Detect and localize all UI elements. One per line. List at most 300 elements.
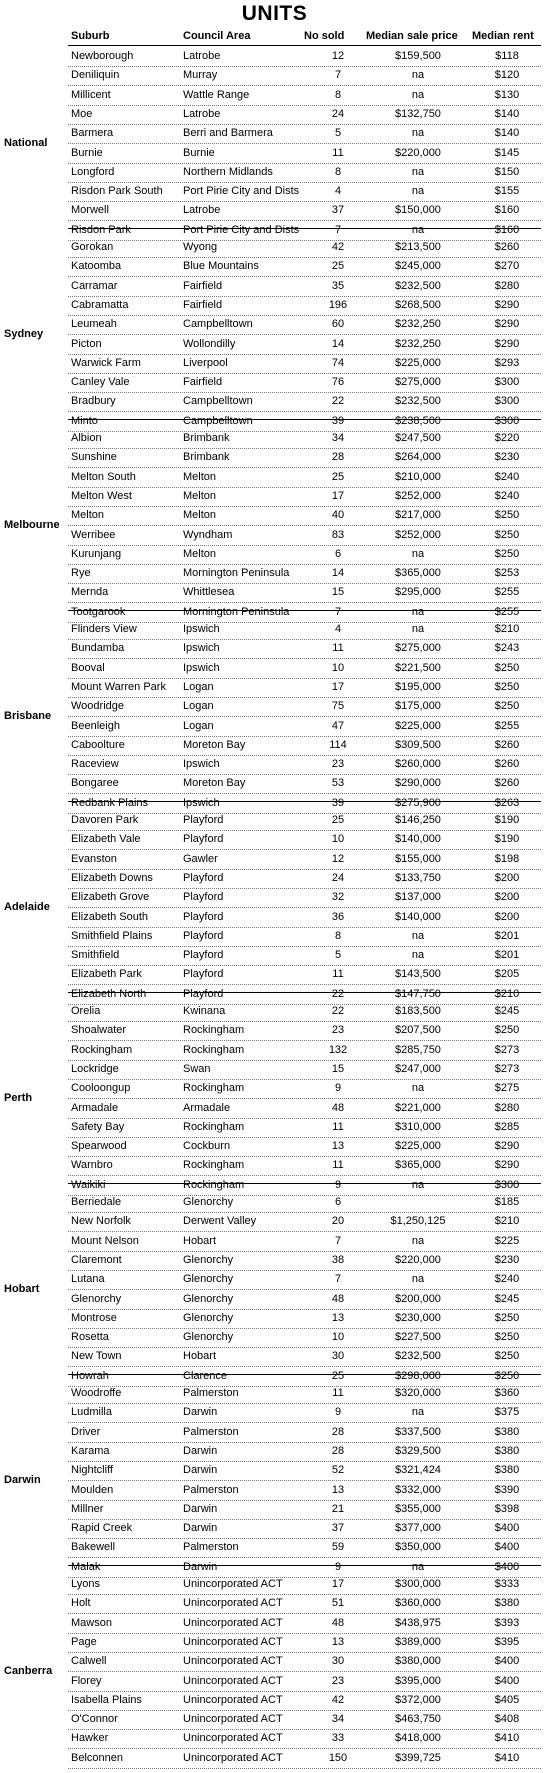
median-sale-price-cell: na (411, 1560, 425, 1573)
median-rent-cell: $140 (494, 107, 520, 120)
suburb-cell: Mawson (71, 1616, 112, 1629)
median-rent-cell: $250 (494, 1369, 520, 1382)
suburb-cell: Glenorchy (71, 1292, 122, 1305)
table-row (68, 429, 541, 449)
median-rent-cell: $250 (494, 700, 520, 713)
group-divider (68, 1565, 541, 1566)
suburb-cell: Bradbury (71, 395, 116, 408)
median-rent-cell: $393 (494, 1616, 520, 1629)
median-sale-price-cell: $264,000 (395, 451, 441, 464)
header-no-sold: No sold (304, 30, 345, 42)
median-sale-price-cell: na (411, 69, 425, 82)
no-sold-cell: 13 (331, 1483, 345, 1496)
suburb-cell: Elizabeth Vale (71, 833, 141, 846)
no-sold-cell: 11 (332, 968, 344, 981)
suburb-cell: Belconnen (71, 1751, 123, 1764)
no-sold-cell: 7 (334, 1273, 342, 1286)
council-area-cell: Playford (183, 929, 224, 942)
median-rent-cell: $210 (494, 1215, 520, 1228)
council-area-cell: Palmerston (183, 1387, 239, 1399)
no-sold-cell: 4 (334, 623, 342, 635)
suburb-cell: Caboolture (71, 738, 125, 751)
no-sold-cell: 76 (331, 376, 345, 389)
median-sale-price-cell: $418,000 (395, 1732, 441, 1745)
median-rent-cell: $240 (494, 470, 520, 483)
suburb-cell: Moe (71, 107, 93, 120)
council-area-cell: Darwin (183, 1560, 218, 1573)
median-rent-cell: $250 (494, 661, 520, 674)
table-row (68, 144, 541, 164)
median-sale-price-cell: $147,750 (395, 987, 441, 1000)
council-area-cell: Unincorporated ACT (183, 1578, 283, 1590)
median-sale-price-cell: na (411, 1406, 425, 1419)
header-council-area: Council Area (183, 30, 251, 42)
table-row (68, 1461, 541, 1481)
council-area-cell: Whittlesea (183, 586, 235, 599)
table-row (68, 86, 541, 106)
council-area-cell: Rockingham (183, 1178, 245, 1191)
median-rent-cell: $155 (494, 185, 520, 198)
council-area-cell: Unincorporated ACT (183, 1674, 283, 1687)
council-area-cell: Playford (183, 833, 224, 846)
no-sold-cell: 14 (331, 337, 345, 350)
suburb-cell: O'Connor (71, 1713, 118, 1726)
no-sold-cell: 40 (331, 509, 345, 522)
median-sale-price-cell: $225,000 (395, 719, 441, 732)
council-area-cell: Melton (183, 470, 217, 483)
median-rent-cell: $240 (494, 1273, 520, 1286)
median-rent-cell: $405 (494, 1693, 520, 1706)
median-rent-cell: $333 (494, 1578, 520, 1590)
group-divider (68, 228, 541, 229)
median-rent-cell: $130 (494, 88, 520, 101)
median-rent-cell: $243 (494, 642, 520, 655)
table-row (68, 869, 541, 889)
table-row (68, 1118, 541, 1138)
region-label: National (4, 136, 48, 149)
no-sold-cell: 14 (331, 567, 345, 580)
suburb-cell: Flinders View (71, 623, 137, 635)
council-area-cell: Kwinana (183, 1005, 226, 1017)
council-area-cell: Derwent Valley (183, 1215, 257, 1228)
no-sold-cell: 83 (331, 528, 345, 541)
median-sale-price-cell: $337,500 (395, 1425, 441, 1438)
table-row (68, 717, 541, 737)
table-row (68, 830, 541, 850)
median-sale-price-cell: $238,500 (395, 414, 441, 427)
median-sale-price-cell: $321,424 (395, 1464, 441, 1477)
no-sold-cell: 23 (331, 1024, 345, 1037)
median-sale-price-cell: na (411, 1234, 425, 1247)
median-rent-cell: $230 (494, 1253, 520, 1266)
no-sold-cell: 23 (331, 758, 345, 771)
council-area-cell: Unincorporated ACT (183, 1693, 283, 1706)
no-sold-cell: 114 (329, 738, 347, 751)
median-sale-price-cell: $268,500 (395, 298, 441, 311)
table-row (68, 1710, 541, 1730)
suburb-cell: Leumeah (71, 318, 117, 331)
median-rent-cell: $190 (494, 833, 520, 846)
suburb-cell: Morwell (71, 204, 109, 217)
group-divider (68, 610, 541, 611)
council-area-cell: Berri and Barmera (183, 127, 273, 140)
council-area-cell: Glenorchy (183, 1273, 234, 1286)
header-divider (68, 45, 541, 46)
table-row (68, 257, 541, 277)
median-sale-price-cell: $232,250 (395, 318, 441, 331)
table-row (68, 105, 541, 125)
median-sale-price-cell: na (411, 1082, 425, 1095)
median-sale-price-cell: $220,000 (395, 146, 441, 159)
no-sold-cell: 132 (328, 1043, 348, 1056)
table-row (68, 335, 541, 355)
council-area-cell: Unincorporated ACT (183, 1713, 283, 1726)
median-rent-cell: $250 (494, 1311, 520, 1324)
no-sold-cell: 6 (334, 1196, 342, 1208)
median-sale-price-cell: na (411, 623, 425, 635)
median-sale-price-cell: $140,000 (395, 910, 441, 923)
region-label: Perth (4, 1091, 33, 1104)
suburb-cell: Holt (71, 1597, 91, 1610)
table-row (68, 755, 541, 775)
suburb-cell: Rosetta (71, 1331, 109, 1344)
no-sold-cell: 5 (334, 127, 342, 140)
no-sold-cell: 7 (334, 1234, 342, 1247)
council-area-cell: Rockingham (183, 1120, 245, 1133)
median-rent-cell: $260 (494, 241, 520, 253)
no-sold-cell: 35 (331, 279, 345, 292)
council-area-cell: Fairfield (183, 376, 223, 389)
table-row (68, 564, 541, 584)
council-area-cell: Glenorchy (183, 1292, 234, 1305)
suburb-cell: Montrose (71, 1311, 117, 1324)
median-rent-cell: $210 (494, 623, 520, 635)
no-sold-cell: 25 (331, 470, 345, 483)
council-area-cell: Latrobe (183, 50, 221, 62)
council-area-cell: Brimbank (183, 451, 230, 464)
suburb-cell: Lutana (71, 1273, 105, 1286)
median-rent-cell: $273 (494, 1062, 520, 1075)
suburb-cell: Barmera (71, 127, 114, 140)
median-rent-cell: $245 (494, 1005, 520, 1017)
suburb-cell: Bundamba (71, 642, 125, 655)
median-sale-price-cell: na (411, 165, 425, 178)
median-rent-cell: $185 (494, 1196, 520, 1208)
suburb-cell: Rockingham (71, 1043, 133, 1056)
council-area-cell: Unincorporated ACT (183, 1732, 283, 1745)
council-area-cell: Ipswich (183, 661, 220, 674)
suburb-cell: Armadale (71, 1101, 119, 1114)
table-row (68, 373, 541, 393)
median-sale-price-cell: $230,000 (395, 1311, 441, 1324)
table-row (68, 66, 541, 86)
no-sold-cell: 196 (328, 298, 348, 311)
table-row (68, 468, 541, 488)
no-sold-cell: 12 (331, 852, 345, 865)
council-area-cell: Ipswich (183, 642, 220, 655)
table-row (68, 1193, 541, 1213)
council-area-cell: Murray (183, 69, 218, 82)
no-sold-cell: 13 (331, 1311, 345, 1324)
median-rent-cell: $290 (494, 318, 520, 331)
no-sold-cell: 15 (331, 1062, 345, 1075)
median-rent-cell: $140 (494, 127, 520, 140)
table-row (68, 659, 541, 679)
header-median-sale-price: Median sale price (366, 30, 458, 42)
median-sale-price-cell: na (411, 547, 425, 560)
suburb-cell: Shoalwater (71, 1024, 127, 1037)
suburb-cell: Smithfield (71, 949, 120, 962)
suburb-cell: Risdon Park (71, 223, 131, 236)
median-rent-cell: $375 (494, 1406, 520, 1419)
median-sale-price-cell: na (411, 185, 425, 198)
council-area-cell: Palmerston (183, 1541, 239, 1554)
council-area-cell: Mornington Peninsula (183, 605, 290, 618)
median-sale-price-cell: na (411, 1273, 425, 1286)
table-row (68, 697, 541, 717)
suburb-cell: Orelia (71, 1005, 101, 1017)
median-sale-price-cell: na (411, 929, 425, 942)
median-sale-price-cell: $175,000 (395, 700, 441, 713)
no-sold-cell: 11 (332, 1159, 344, 1172)
council-area-cell: Playford (183, 987, 224, 1000)
median-rent-cell: $230 (494, 451, 520, 464)
no-sold-cell: 11 (332, 1387, 344, 1399)
table-row (68, 1099, 541, 1119)
council-area-cell: Brimbank (183, 432, 230, 444)
council-area-cell: Unincorporated ACT (183, 1635, 283, 1648)
suburb-cell: Moulden (71, 1483, 114, 1496)
no-sold-cell: 34 (331, 1713, 345, 1726)
median-rent-cell: $260 (494, 738, 520, 751)
no-sold-cell: 17 (331, 680, 345, 693)
suburb-cell: Page (71, 1635, 97, 1648)
no-sold-cell: 11 (332, 1120, 344, 1133)
median-sale-price-cell: $285,750 (395, 1043, 441, 1056)
no-sold-cell: 10 (331, 661, 345, 674)
council-area-cell: Wollondilly (183, 337, 236, 350)
table-row (68, 736, 541, 756)
table-row (68, 1652, 541, 1672)
no-sold-cell: 7 (334, 69, 342, 82)
median-sale-price-cell: na (411, 223, 425, 236)
suburb-cell: Canley Vale (71, 376, 130, 389)
no-sold-cell: 33 (331, 1732, 345, 1745)
median-rent-cell: $290 (494, 1159, 520, 1172)
median-rent-cell: $255 (494, 605, 520, 618)
no-sold-cell: 17 (331, 489, 345, 502)
suburb-cell: Bongaree (71, 777, 119, 790)
table-row (68, 526, 541, 546)
no-sold-cell: 11 (332, 642, 344, 655)
median-sale-price-cell: $140,000 (395, 833, 441, 846)
suburb-cell: Raceview (71, 758, 119, 771)
suburb-cell: Elizabeth Park (71, 968, 142, 981)
suburb-cell: Woodridge (71, 700, 124, 713)
table-row (68, 1500, 541, 1520)
region-label: Hobart (4, 1282, 40, 1295)
header-suburb: Suburb (71, 30, 110, 42)
median-rent-cell: $250 (494, 680, 520, 693)
no-sold-cell: 25 (331, 814, 345, 826)
median-rent-cell: $210 (494, 987, 520, 1000)
suburb-cell: Carramar (71, 279, 118, 292)
no-sold-cell: 53 (331, 777, 345, 790)
council-area-cell: Campbelltown (183, 318, 253, 331)
median-sale-price-cell: $247,000 (395, 1062, 441, 1075)
no-sold-cell: 75 (331, 700, 345, 713)
median-rent-cell: $201 (494, 949, 520, 962)
no-sold-cell: 39 (331, 414, 345, 427)
council-area-cell: Port Pirie City and Dists (183, 185, 300, 198)
council-area-cell: Swan (183, 1062, 211, 1075)
median-rent-cell: $408 (494, 1713, 520, 1726)
table-row (68, 545, 541, 565)
region-group-sydney (0, 238, 549, 431)
median-sale-price-cell: $389,000 (395, 1635, 441, 1648)
no-sold-cell: 36 (331, 910, 345, 923)
council-area-cell: Liverpool (183, 356, 228, 369)
suburb-cell: Deniliquin (71, 69, 120, 82)
median-sale-price-cell: na (411, 127, 425, 140)
median-sale-price-cell: $227,500 (395, 1331, 441, 1344)
median-rent-cell: $198 (494, 852, 520, 865)
median-rent-cell: $220 (494, 432, 520, 444)
council-area-cell: Playford (183, 949, 224, 962)
median-rent-cell: $400 (494, 1541, 520, 1554)
median-sale-price-cell: $252,000 (395, 528, 441, 541)
median-sale-price-cell: $245,000 (395, 260, 441, 273)
no-sold-cell: 30 (331, 1655, 345, 1668)
council-area-cell: Fairfield (183, 298, 223, 311)
suburb-cell: Isabella Plains (71, 1693, 142, 1706)
median-rent-cell: $290 (494, 1140, 520, 1153)
no-sold-cell: 32 (331, 891, 345, 904)
page-title: UNITS (241, 2, 308, 25)
table-row (68, 506, 541, 526)
council-area-cell: Rockingham (183, 1159, 245, 1172)
median-sale-price-cell: $395,000 (395, 1674, 441, 1687)
no-sold-cell: 21 (331, 1502, 345, 1515)
median-rent-cell: $200 (494, 871, 520, 884)
table-row (68, 296, 541, 316)
median-rent-cell: $380 (494, 1444, 520, 1457)
council-area-cell: Glenorchy (183, 1311, 234, 1324)
no-sold-cell: 24 (331, 871, 345, 884)
region-group-national (0, 47, 549, 240)
no-sold-cell: 4 (334, 185, 342, 198)
council-area-cell: Northern Midlands (183, 165, 273, 178)
median-rent-cell: $290 (494, 298, 520, 311)
suburb-cell: Albion (71, 432, 102, 444)
council-area-cell: Wyndham (183, 528, 233, 541)
table-row (68, 1156, 541, 1176)
region-group-darwin (0, 1384, 549, 1577)
region-group-brisbane (0, 620, 549, 813)
median-sale-price-cell: $275,000 (395, 642, 441, 655)
table-row (68, 1403, 541, 1423)
suburb-cell: Tootgarook (71, 605, 126, 618)
median-sale-price-cell: $221,500 (395, 661, 441, 674)
median-rent-cell: $400 (494, 1655, 520, 1668)
no-sold-cell: 47 (331, 719, 345, 732)
no-sold-cell: 51 (331, 1597, 345, 1610)
council-area-cell: Unincorporated ACT (183, 1597, 283, 1610)
suburb-cell: Newborough (71, 50, 134, 62)
median-sale-price-cell: na (411, 1178, 425, 1191)
median-rent-cell: $398 (494, 1502, 520, 1515)
no-sold-cell: 8 (334, 88, 342, 101)
table-row (68, 965, 541, 985)
region-group-hobart (0, 1193, 549, 1386)
suburb-cell: Woodroffe (71, 1387, 122, 1399)
median-rent-cell: $250 (494, 1024, 520, 1037)
council-area-cell: Darwin (183, 1444, 218, 1457)
no-sold-cell: 39 (331, 796, 345, 809)
median-rent-cell: $390 (494, 1483, 520, 1496)
suburb-cell: Rapid Creek (71, 1522, 133, 1535)
council-area-cell: Glenorchy (183, 1196, 234, 1208)
median-rent-cell: $240 (494, 489, 520, 502)
suburb-cell: Cabramatta (71, 298, 129, 311)
suburb-cell: Elizabeth Downs (71, 871, 153, 884)
suburb-cell: Bakewell (71, 1541, 116, 1554)
suburb-cell: Risdon Park South (71, 185, 163, 198)
group-divider (68, 419, 541, 420)
median-rent-cell: $285 (494, 1120, 520, 1133)
median-rent-cell: $250 (494, 1331, 520, 1344)
region-group-perth (0, 1002, 549, 1195)
council-area-cell: Clarence (183, 1369, 228, 1382)
council-area-cell: Ipswich (183, 623, 220, 635)
median-sale-price-cell: $438,975 (395, 1616, 441, 1629)
suburb-cell: Florey (71, 1674, 102, 1687)
council-area-cell: Darwin (183, 1464, 218, 1477)
region-label: Adelaide (4, 900, 50, 913)
no-sold-cell: 60 (331, 318, 345, 331)
council-area-cell: Playford (183, 814, 224, 826)
no-sold-cell: 48 (331, 1101, 345, 1114)
council-area-cell: Cockburn (183, 1140, 231, 1153)
no-sold-cell: 9 (334, 1082, 342, 1095)
median-rent-cell: $300 (494, 395, 520, 408)
no-sold-cell: 74 (331, 356, 345, 369)
no-sold-cell: 10 (331, 1331, 345, 1344)
no-sold-cell: 15 (331, 586, 345, 599)
no-sold-cell: 59 (331, 1541, 345, 1554)
suburb-cell: Mount Warren Park (71, 680, 166, 693)
no-sold-cell: 8 (334, 929, 342, 942)
no-sold-cell: 23 (331, 1674, 345, 1687)
council-area-cell: Wyong (183, 241, 218, 253)
no-sold-cell: 37 (331, 1522, 345, 1535)
council-area-cell: Port Pirie City and Dists (183, 223, 300, 236)
group-divider (68, 992, 541, 993)
median-sale-price-cell: $232,500 (395, 1350, 441, 1363)
median-sale-price-cell: $275,000 (395, 376, 441, 389)
suburb-cell: Elizabeth Grove (71, 891, 150, 904)
median-sale-price-cell: $355,000 (395, 1502, 441, 1515)
header-median-rent: Median rent (472, 30, 534, 42)
no-sold-cell: 42 (331, 241, 345, 253)
suburb-cell: Beenleigh (71, 719, 120, 732)
median-sale-price-cell: $463,750 (395, 1713, 441, 1726)
region-group-melbourne (0, 429, 549, 622)
suburb-cell: New Norfolk (71, 1215, 131, 1228)
table-row (68, 1538, 541, 1558)
council-area-cell: Playford (183, 891, 224, 904)
median-rent-cell: $273 (494, 1043, 520, 1056)
